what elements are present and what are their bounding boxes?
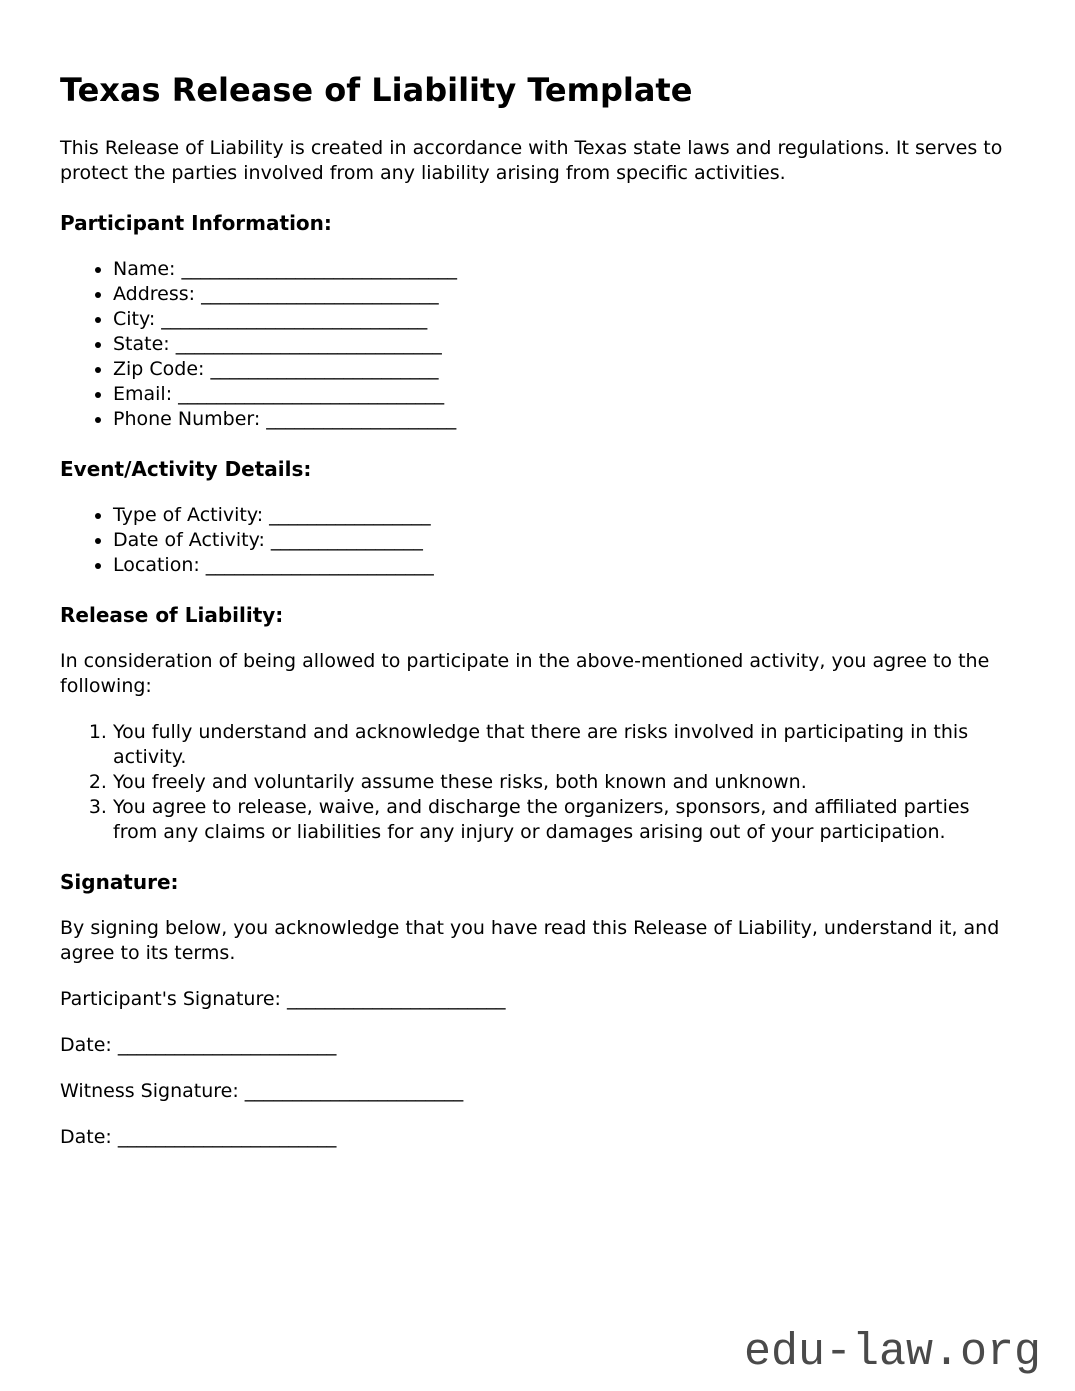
field-type-of-activity <box>113 503 1015 528</box>
field-phone-number-blank-line: ____________________ <box>266 408 457 430</box>
event-details-heading: Event/Activity Details: <box>60 457 312 481</box>
field-name-label: Name: <box>113 258 176 280</box>
field-phone-number <box>113 407 1015 432</box>
intro-paragraph: This Release of Liability is created in accordance with Texas state laws and regulations. It serves to protect the parties involved from any liability arising from specific activities. <box>60 137 1003 184</box>
field-state-blank-line: ____________________________ <box>175 333 442 355</box>
field-type-of-activity-label: Type of Activity: <box>113 504 264 526</box>
field-city-blank-line: ____________________________ <box>161 308 428 330</box>
witness-date-label: Date: <box>60 1126 112 1148</box>
field-type-of-activity-blank-line: _________________ <box>269 504 431 526</box>
field-zip-code-blank-line: ________________________ <box>210 358 439 380</box>
field-zip-code-label: Zip Code: <box>113 358 205 380</box>
witness-signature-blank-line: _______________________ <box>244 1080 464 1102</box>
field-zip-code <box>113 357 1015 382</box>
field-location-label: Location: <box>113 554 200 576</box>
field-city-label: City: <box>113 308 156 330</box>
field-phone-number-label: Phone Number: <box>113 408 261 430</box>
field-city <box>113 307 1015 332</box>
release-term-1: 1. You fully understand and acknowledge that there are risks involved in participating in this activity. <box>113 720 1015 770</box>
witness-date-line <box>60 1125 1015 1150</box>
field-address-label: Address: <box>113 283 196 305</box>
watermark: edu-law.org <box>743 1327 1041 1378</box>
participant-signature-blank-line: _______________________ <box>286 988 506 1010</box>
participant-fields-list <box>60 257 1015 432</box>
witness-signature-line <box>60 1079 1015 1104</box>
release-intro-paragraph: In consideration of being allowed to participate in the above-mentioned activity, you agree to the following: <box>60 650 990 697</box>
witness-signature-label: Witness Signature: <box>60 1080 239 1102</box>
field-email <box>113 382 1015 407</box>
field-location <box>113 553 1015 578</box>
release-terms-list <box>60 720 1015 845</box>
release-term-2: 2. You freely and voluntarily assume these risks, both known and unknown. <box>113 770 1015 795</box>
field-date-of-activity <box>113 528 1015 553</box>
participant-info-heading: Participant Information: <box>60 211 332 235</box>
field-date-of-activity-label: Date of Activity: <box>113 529 265 551</box>
participant-date-label: Date: <box>60 1034 112 1056</box>
field-location-blank-line: ________________________ <box>205 554 434 576</box>
field-state <box>113 332 1015 357</box>
release-of-liability-heading: Release of Liability: <box>60 603 284 627</box>
field-state-label: State: <box>113 333 170 355</box>
field-name-blank-line: _____________________________ <box>181 258 457 280</box>
signature-heading: Signature: <box>60 870 179 894</box>
witness-date-blank-line: _______________________ <box>117 1126 337 1148</box>
participant-signature-label: Participant's Signature: <box>60 988 281 1010</box>
document-title: Texas Release of Liability Template <box>60 71 693 109</box>
release-term-3: 3. You agree to release, waive, and discharge the organizers, sponsors, and affiliated parties from any claims or liabilities for any injury or damages arising out of your participation. <box>113 795 1015 845</box>
participant-date-line <box>60 1033 1015 1058</box>
field-name <box>113 257 1015 282</box>
field-email-label: Email: <box>113 383 173 405</box>
signature-intro-paragraph: By signing below, you acknowledge that you have read this Release of Liability, understand it, and agree to its terms. <box>60 917 1000 964</box>
field-address-blank-line: _________________________ <box>201 283 439 305</box>
field-address <box>113 282 1015 307</box>
field-date-of-activity-blank-line: ________________ <box>270 529 423 551</box>
field-email-blank-line: ____________________________ <box>178 383 445 405</box>
participant-date-blank-line: _______________________ <box>117 1034 337 1056</box>
participant-signature-line <box>60 987 1015 1012</box>
event-fields-list <box>60 503 1015 578</box>
